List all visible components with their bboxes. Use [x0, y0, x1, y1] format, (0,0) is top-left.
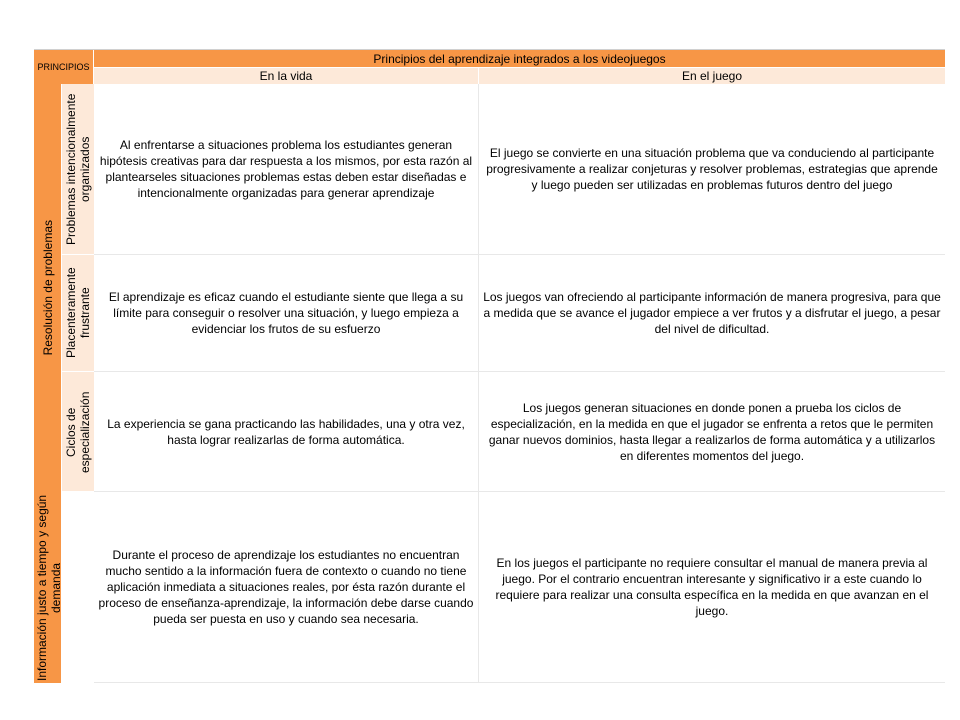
- principios-header: PRINCIPIOS: [34, 50, 94, 84]
- cell-juego-2: Los juegos van ofreciendo al participante información de manera progresiva, para que a medida que se avance el jugador empiece a ver frutos y a disfrutar el juego, a pesar del nivel de dificultad.: [479, 255, 945, 372]
- cell-juego-4: En los juegos el participante no requiere consultar el manual de manera previa al juego. Por el contrario encuentran interesante y significativo ir a este cuando lo requiere para realizar una consulta específica en la medida en que avanzan en el juego.: [479, 492, 945, 683]
- subcategory-label: Problemas intencionalmente organizados: [64, 93, 92, 245]
- category-label: Información justo a tiempo y según demanda: [34, 494, 63, 681]
- cell-juego-3: Los juegos generan situaciones en donde ponen a prueba los ciclos de especialización, en la medida en que el jugador se enfrenta a retos que le permiten ganar nuevos dominios, hasta llegar a realizarlos de forma automática y a utilizarlos en diferentes momentos del juego.: [479, 372, 945, 492]
- cell-vida-2: El aprendizaje es eficaz cuando el estudiante siente que llega a su límite para conseguir o resolver una situación, y luego empieza a evidenciar los frutos de su esfuerzo: [94, 255, 479, 372]
- table-title: Principios del aprendizaje integrados a los videojuegos: [94, 50, 945, 68]
- subcategory-label: Ciclos de especialización: [64, 390, 92, 473]
- subcategory-problemas-organizados: [62, 84, 94, 255]
- cell-vida-4: Durante el proceso de aprendizaje los estudiantes no encuentran mucho sentido a la información fuera de contexto o cuando no tiene aplicación inmediata a situaciones reales, por ésta razón durante el proceso de enseñanza-aprendizaje, la información debe darse cuando pueda ser puesta en uso y cuando sea necesaria.: [94, 492, 479, 683]
- subcategory-label: Placenteramente frustrante: [64, 267, 92, 359]
- category-resolucion-problemas: [34, 84, 62, 492]
- category-informacion-justo-a-tiempo: [34, 492, 62, 683]
- subcategory-ciclos-especializacion: [62, 372, 94, 492]
- subcategory-placenteramente-frustrante: [62, 255, 94, 372]
- cell-vida-3: La experiencia se gana practicando las habilidades, una y otra vez, hasta lograr realizarlas de forma automática.: [94, 372, 479, 492]
- principles-table: [34, 49, 945, 683]
- category-label: Resolución de problemas: [40, 220, 55, 356]
- cell-juego-1: El juego se convierte en una situación problema que va conduciendo al participante progresivamente a realizar conjeturas y resolver problemas, estrategias que aprende y luego pueden ser utilizadas en problemas futuros dentro del juego: [479, 84, 945, 255]
- column-header-vida: En la vida: [94, 68, 479, 84]
- cell-vida-1: Al enfrentarse a situaciones problema los estudiantes generan hipótesis creativas para dar respuesta a los mismos, por esta razón al plantearseles situaciones problemas estas deben estar diseñadas e intencionalmente organizadas para generar aprendizaje: [94, 84, 479, 255]
- column-header-juego: En el juego: [479, 68, 945, 84]
